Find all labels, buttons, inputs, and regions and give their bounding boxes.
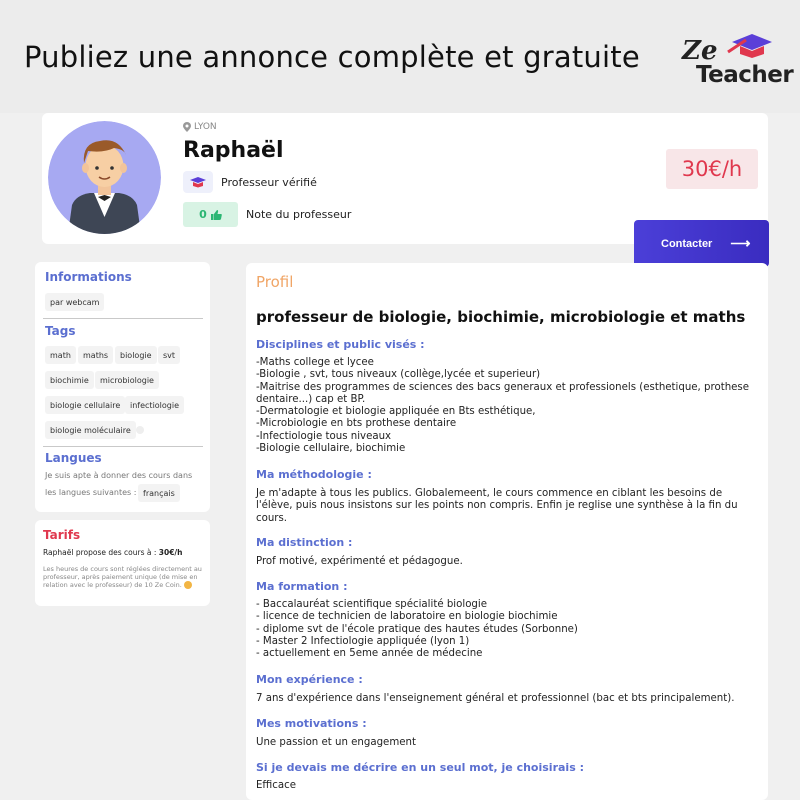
contact-button[interactable] [634, 220, 769, 267]
body-line: -Dermatologie et biologie appliquée en Bts esthétique, [256, 406, 536, 418]
price-badge: 30€/h [666, 149, 758, 189]
ze-teacher-logo[interactable] [682, 30, 794, 90]
logo-ze-text: Ze [682, 36, 718, 66]
body-line: - actuellement en 5eme année de médecine [256, 648, 483, 660]
graduation-cap-icon [726, 30, 774, 60]
section-heading: Mes motivations : [256, 717, 367, 730]
profil-heading: Profil [256, 273, 294, 291]
body-line: - Master 2 Infectiologie appliquée (lyon 1) [256, 635, 470, 647]
body-line: -Biologie cellulaire, biochimie [256, 443, 406, 455]
tarifs-line [43, 548, 183, 557]
tag-chip[interactable]: maths [78, 346, 113, 364]
tag-more-dot [136, 426, 144, 434]
verified-badge [183, 171, 317, 193]
section-heading: Ma formation : [256, 580, 348, 593]
location [183, 122, 217, 132]
rating [183, 202, 351, 227]
section-body: Prof motivé, expérimenté et pédagogue. [256, 556, 463, 567]
tag-chip[interactable]: biologie moléculaire [45, 421, 136, 439]
section-heading: Mon expérience : [256, 673, 363, 686]
tarifs-line-prefix: Raphaël propose des cours à : [43, 548, 159, 557]
body-line: -Infectiologie tous niveaux [256, 430, 392, 442]
section-body: Je m'adapte à tous les publics. Globalemeent, le cours commence en ciblant les besoins de l'élève, puis nous insistons sur les points non compris. Enfin je reglise une synthèse à la fin du cours. [256, 488, 738, 524]
tag-chip[interactable]: math [45, 346, 76, 364]
tarifs-note [43, 565, 208, 589]
body-line: - Baccalauréat scientifique spécialité biologie [256, 599, 487, 610]
section-body: 7 ans d'expérience dans l'enseignement général et professionnel (bac et bts principalement). [256, 693, 735, 704]
section-body [256, 599, 758, 660]
body-line: -Biologie , svt, tous niveaux (collège,lycée et superieur) [256, 369, 541, 381]
logo-teacher-text: Teacher [696, 62, 794, 88]
tag-chip[interactable]: biologie cellulaire [45, 396, 125, 414]
tarifs-note-text: Les heures de cours sont réglées directement au professeur, après paiement unique (de mise en relation avec le professeur) de 10 Ze Coin. [43, 565, 202, 589]
rating-value: 0 [199, 208, 207, 221]
banner-title: Publiez une annonce complète et gratuite [24, 40, 640, 74]
contact-label: Contacter [661, 237, 713, 250]
arrow-right-icon: ⟶ [730, 235, 751, 251]
section-heading: Ma distinction : [256, 536, 353, 549]
rating-badge [183, 202, 238, 227]
body-line: - licence de technicien de laboratoire en biologie biochimie [256, 611, 558, 623]
langues-text: les langues suivantes : [45, 488, 137, 497]
divider [43, 446, 203, 447]
tag-chip[interactable]: biochimie [45, 371, 94, 389]
tarifs-line-price: 30€/h [158, 548, 183, 557]
section-heading: Disciplines et public visés : [256, 338, 425, 351]
tag-chip[interactable]: microbiologie [95, 371, 159, 389]
section-heading: Ma méthodologie : [256, 468, 372, 481]
langues-heading: Langues [45, 451, 102, 465]
city-label: LYON [194, 122, 217, 132]
info-chip: par webcam [45, 293, 104, 311]
section-body: Efficace [256, 780, 296, 791]
section-heading: Si je devais me décrire en un seul mot, je choisirais : [256, 761, 584, 774]
section-body: Une passion et un engagement [256, 737, 416, 748]
body-line: -Maths college et lycee [256, 357, 374, 368]
body-line: -Microbiologie en bts prothese dentaire [256, 418, 457, 430]
tag-chip[interactable]: svt [158, 346, 180, 364]
rating-label: Note du professeur [246, 208, 352, 221]
tag-chip[interactable]: biologie [115, 346, 157, 364]
location-pin-icon [183, 122, 191, 132]
coin-icon [184, 581, 192, 589]
section-body [256, 357, 758, 455]
tarifs-heading: Tarifs [43, 528, 81, 542]
informations-heading: Informations [45, 270, 132, 284]
language-chip: français [138, 484, 180, 502]
tags-heading: Tags [45, 324, 76, 338]
tag-chip[interactable]: infectiologie [125, 396, 184, 414]
ad-title: professeur de biologie, biochimie, microbiologie et maths [256, 308, 746, 326]
body-line: -Maitrise des programmes de sciences des bacs generaux et professionels (esthetique, prothese dentaire...) cap et BP. [256, 381, 749, 405]
teacher-name: Raphaël [183, 138, 284, 163]
divider [43, 318, 203, 319]
verified-label: Professeur vérifié [221, 175, 317, 189]
graduation-cap-icon [183, 171, 213, 193]
avatar [48, 121, 161, 234]
thumbs-up-icon [211, 210, 222, 220]
langues-text: Je suis apte à donner des cours dans [45, 471, 193, 480]
body-line: - diplome svt de l'école pratique des hautes études (Sorbonne) [256, 623, 578, 635]
